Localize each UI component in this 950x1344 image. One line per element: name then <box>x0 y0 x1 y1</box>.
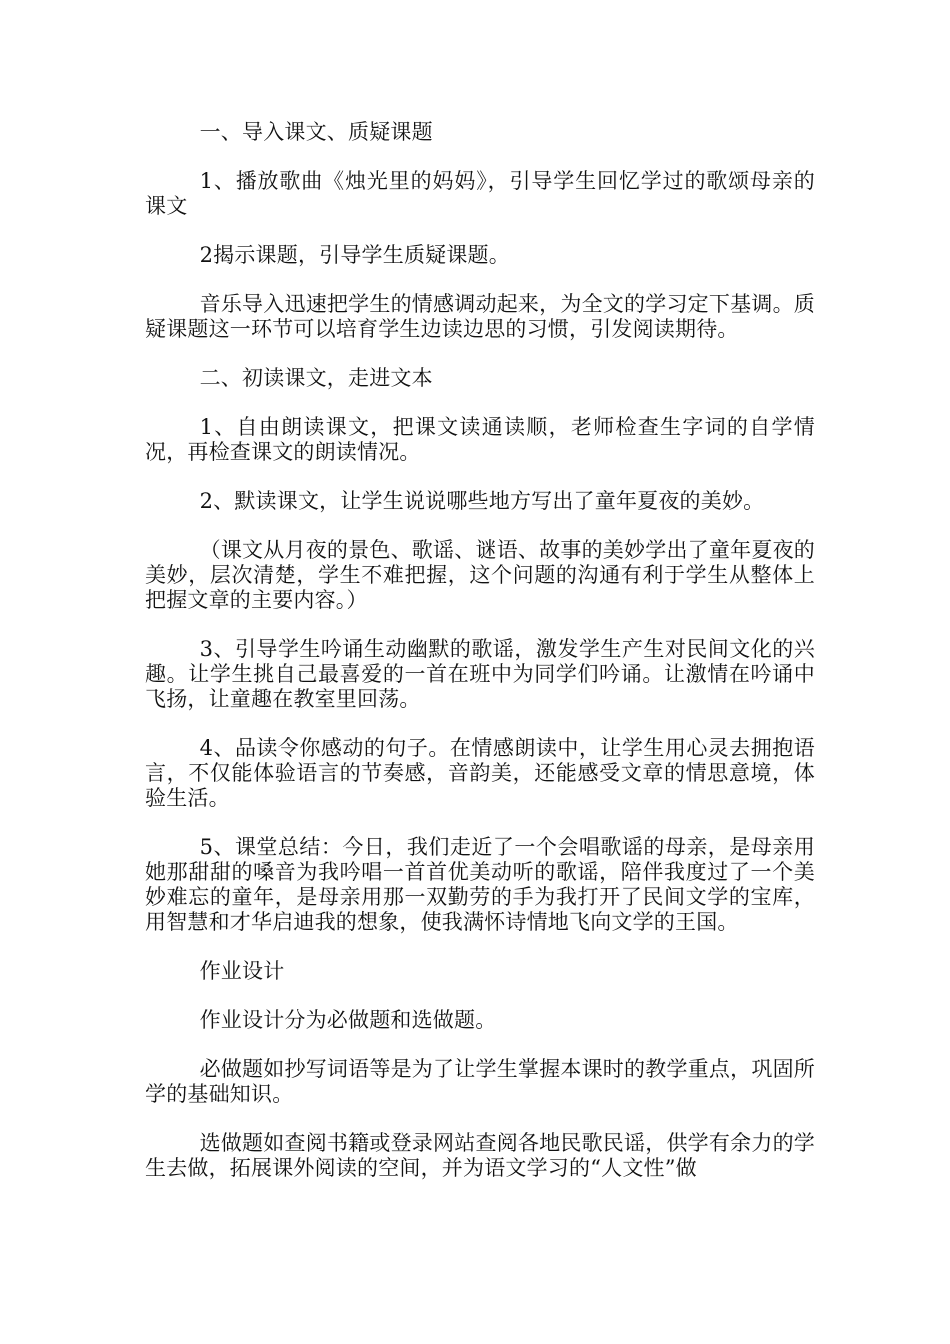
paragraph: 作业设计分为必做题和选做题。 <box>199 1008 497 1032</box>
paragraph: 音乐导入迅速把学生的情感调动起来，为全文的学习定下基调。质疑课题这一环节可以培育学生边读边思的习惯，引发阅读期待。 <box>145 292 815 341</box>
section-heading-reading: 二、初读课文，走进文本 <box>199 366 433 390</box>
paragraph: 选做题如查阅书籍或登录网站查阅各地民歌民谣，供学有余力的学生去做，拓展课外阅读的空间，并为语文学习的“人文性”做 <box>145 1131 815 1180</box>
paragraph: 2揭示课题，引导学生质疑课题。 <box>199 243 510 267</box>
paragraph: 2、默读课文，让学生说说哪些地方写出了童年夏夜的美妙。 <box>199 489 765 513</box>
paragraph: 5、课堂总结：今日，我们走近了一个会唱歌谣的母亲，是母亲用她那甜甜的嗓音为我吟唱一首首优美动听的歌谣，陪伴我度过了一个美妙难忘的童年，是母亲用那一双勤劳的手为我打开了民间文学的宝库，用智慧和才华启迪我的想象，使我满怀诗情地飞向文学的王国。 <box>145 835 815 934</box>
paragraph: （课文从月夜的景色、歌谣、谜语、故事的美妙学出了童年夏夜的美妙，层次清楚，学生不难把握，这个问题的沟通有利于学生从整体上把握文章的主要内容。） <box>145 538 815 612</box>
paragraph: 1、自由朗读课文，把课文读通读顺，老师检查生字词的自学情况，再检查课文的朗读情况。 <box>145 415 815 464</box>
paragraph: 1、播放歌曲《烛光里的妈妈》，引导学生回忆学过的歌颂母亲的课文 <box>145 169 815 218</box>
document-body <box>145 120 815 1205</box>
paragraph: 必做题如抄写词语等是为了让学生掌握本课时的教学重点，巩固所学的基础知识。 <box>145 1057 815 1106</box>
paragraph: 4、品读令你感动的句子。在情感朗读中，让学生用心灵去拥抱语言，不仅能体验语言的节奏感，音韵美，还能感受文章的情思意境，体验生活。 <box>145 736 815 810</box>
paragraph: 3、引导学生吟诵生动幽默的歌谣，激发学生产生对民间文化的兴趣。让学生挑自己最喜爱的一首在班中为同学们吟诵。让激情在吟诵中飞扬，让童趣在教室里回荡。 <box>145 637 815 711</box>
section-heading-homework: 作业设计 <box>199 959 285 983</box>
section-heading-intro: 一、导入课文、质疑课题 <box>199 120 433 144</box>
